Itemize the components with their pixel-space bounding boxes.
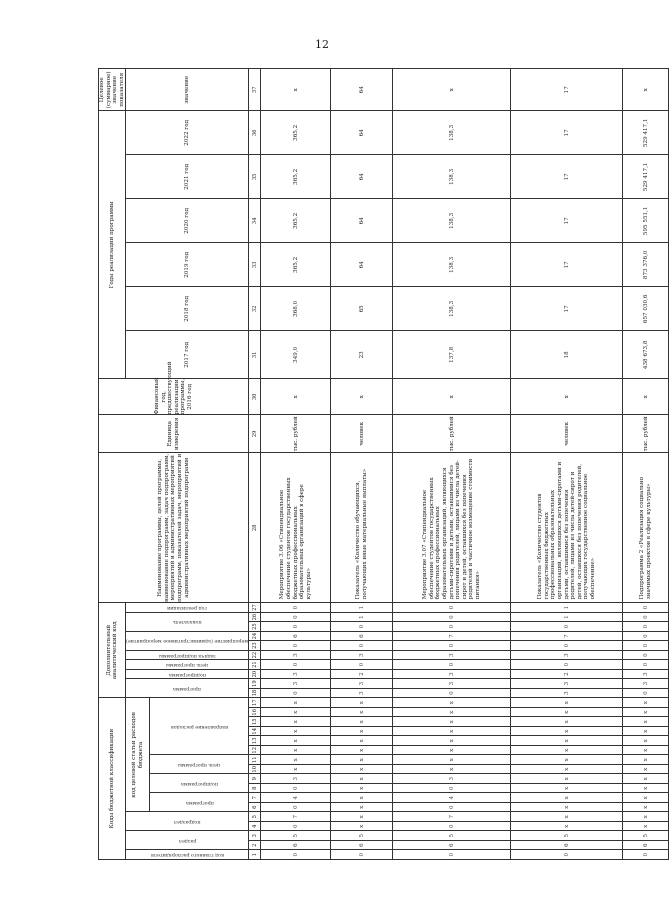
- code-cell: 3: [331, 679, 393, 689]
- code-cell: x: [511, 755, 623, 765]
- code-cell: 3: [261, 650, 331, 660]
- code-cell: x: [623, 793, 669, 803]
- code-cell: 0: [261, 822, 331, 832]
- year-value: 17: [511, 111, 623, 155]
- budget-program-table: [98, 68, 669, 860]
- column-number: 4: [249, 822, 261, 832]
- row-unit: тыс. рублей: [623, 415, 669, 453]
- row-name: Мероприятие 3.07 «Стипендиальное обеспечение студентов государственных бюджетных профессиональных образовательных организаций, являющихся детьми-сиротами и детьми, оставшимися без попечения родителей, лицами из числа детей-сирот и детей, оставшихся без попечения родителей и частичное возмещение стоимости питания»: [393, 453, 511, 603]
- year-value: 138,3: [393, 155, 511, 199]
- code-cell: x: [393, 708, 511, 718]
- column-number: 11: [249, 755, 261, 765]
- row-baseline: x: [393, 379, 511, 415]
- code-cell: 0: [261, 784, 331, 794]
- code-cell: x: [623, 708, 669, 718]
- column-number: 26: [249, 612, 261, 622]
- code-cell: x: [511, 822, 623, 832]
- code-cell: x: [623, 755, 669, 765]
- code-cell: 5: [331, 831, 393, 841]
- row-target: x: [623, 69, 669, 111]
- code-cell: 6: [261, 841, 331, 851]
- extra-col-head-4: задача подпрограммы: [126, 650, 249, 660]
- column-number: 31: [249, 331, 261, 379]
- code-cell: x: [511, 812, 623, 822]
- column-number: 8: [249, 784, 261, 794]
- table-row: [623, 69, 669, 860]
- code-cell: x: [331, 774, 393, 784]
- year-2020-header: 2020 год: [126, 199, 249, 243]
- row-baseline: x: [331, 379, 393, 415]
- code-cell: 3: [261, 669, 331, 679]
- table-row: [331, 69, 393, 860]
- code-cell: 0: [261, 612, 331, 622]
- code-cell: 7: [393, 631, 511, 641]
- code-cell: 7: [511, 631, 623, 641]
- code-cell: x: [511, 698, 623, 708]
- code-cell: 3: [511, 679, 623, 689]
- code-cell: x: [511, 708, 623, 718]
- code-cell: x: [511, 717, 623, 727]
- column-number: 19: [249, 679, 261, 689]
- code-cell: x: [393, 736, 511, 746]
- code-cell: 4: [261, 793, 331, 803]
- column-number: 12: [249, 746, 261, 756]
- code-cell: 7: [261, 812, 331, 822]
- code-cell: 6: [623, 841, 669, 851]
- code-cell: x: [261, 736, 331, 746]
- column-number: 15: [249, 717, 261, 727]
- header-target-article: код целевой статьи расходов бюджета: [126, 698, 150, 812]
- code-cell: 0: [623, 850, 669, 860]
- code-cell: 5: [393, 831, 511, 841]
- year-value: 138,3: [393, 111, 511, 155]
- code-cell: x: [623, 774, 669, 784]
- year-value: 64: [331, 243, 393, 287]
- code-cell: 1: [511, 612, 623, 622]
- code-cell: 0: [511, 641, 623, 651]
- code-cell: 2: [511, 669, 623, 679]
- code-cell: x: [623, 717, 669, 727]
- header-name-column: Наименование программы, целей программы, наименование подпрограмм, задач подпрограмм, мероприятий и административных мероприятий подпрограмм, показателей задач, мероприятий и административных мероприятий подпрограмм: [99, 453, 249, 603]
- code-cell: x: [331, 717, 393, 727]
- year-value: 529 417,1: [623, 155, 669, 199]
- year-value: 438 673,8: [623, 331, 669, 379]
- row-baseline: x: [511, 379, 623, 415]
- code-cell: x: [623, 727, 669, 737]
- row-unit: тыс. рублей: [261, 415, 331, 453]
- year-value: 595 551,1: [623, 199, 669, 243]
- code-cell: x: [331, 784, 393, 794]
- code-cell: x: [623, 746, 669, 756]
- year-value: 17: [511, 155, 623, 199]
- row-name: Мероприятие 3.06 «Стипендиальное обеспечение студентов государственных бюджетных профессиональных образовательных организаций в сфере культуры»: [261, 453, 331, 603]
- column-number: 29: [249, 415, 261, 453]
- extra-col-head-3: цель программы: [126, 660, 249, 670]
- row-name: Показатель «Количество обучающихся, получающих иные материальные выплаты»: [331, 453, 393, 603]
- code-cell: x: [511, 746, 623, 756]
- code-cell: 0: [623, 641, 669, 651]
- code-cell: x: [261, 746, 331, 756]
- code-cell: 0: [623, 631, 669, 641]
- code-cell: x: [511, 774, 623, 784]
- column-number: 16: [249, 708, 261, 718]
- code-cell: x: [331, 698, 393, 708]
- code-cell: x: [393, 765, 511, 775]
- code-cell: x: [331, 803, 393, 813]
- row-target: 64: [331, 69, 393, 111]
- code-cell: 3: [331, 650, 393, 660]
- code-cell: x: [393, 746, 511, 756]
- code-cell: 0: [261, 603, 331, 613]
- code-cell: 0: [623, 612, 669, 622]
- column-number: 33: [249, 243, 261, 287]
- code-cell: x: [511, 803, 623, 813]
- code-cell: x: [511, 736, 623, 746]
- code-col-head-3: подраздел: [126, 812, 249, 831]
- code-cell: x: [511, 765, 623, 775]
- code-cell: x: [331, 755, 393, 765]
- code-cell: x: [393, 717, 511, 727]
- year-2021-header: 2021 год: [126, 155, 249, 199]
- year-value: 138,3: [393, 243, 511, 287]
- code-cell: 6: [261, 631, 331, 641]
- code-cell: 0: [331, 622, 393, 632]
- row-target: 17: [511, 69, 623, 111]
- code-cell: x: [331, 708, 393, 718]
- code-cell: 6: [331, 841, 393, 851]
- header-target-column: Целевое (суммарное) значение показателя: [99, 69, 126, 111]
- code-cell: 0: [261, 688, 331, 698]
- header-unit-column: Единица измерения: [99, 415, 249, 453]
- code-cell: 3: [393, 679, 511, 689]
- column-number: 5: [249, 812, 261, 822]
- code-cell: x: [623, 736, 669, 746]
- code-cell: x: [511, 784, 623, 794]
- code-cell: 0: [511, 660, 623, 670]
- code-cell: x: [331, 822, 393, 832]
- year-value: 64: [331, 199, 393, 243]
- year-value: 365,2: [261, 243, 331, 287]
- code-cell: 2: [331, 669, 393, 679]
- column-number: 30: [249, 379, 261, 415]
- code-cell: x: [331, 727, 393, 737]
- extra-col-head-6: показатель: [126, 612, 249, 631]
- code-cell: 1: [331, 603, 393, 613]
- year-value: 365,2: [261, 199, 331, 243]
- column-number: 22: [249, 650, 261, 660]
- code-cell: 3: [261, 679, 331, 689]
- column-number: 21: [249, 660, 261, 670]
- code-cell: 3: [511, 688, 623, 698]
- year-value: 138,3: [393, 287, 511, 331]
- table-row: [511, 69, 623, 860]
- code-cell: 0: [331, 850, 393, 860]
- header-extra-code: Дополнительный аналитический код: [99, 603, 126, 698]
- column-number: 36: [249, 111, 261, 155]
- code-cell: 5: [511, 831, 623, 841]
- row-name: Показатель «Количество студентов государственных бюджетных профессиональных образовательных организаций, являющихся детьми-сиротами и детьми, оставшимися без попечения родителей, лицами из числа детей-сирот и детей, оставшихся без попечения родителей, получающих государственное социальное обеспечение»: [511, 453, 623, 603]
- code-cell: 0: [393, 822, 511, 832]
- table-row: [261, 69, 331, 860]
- code-cell: 3: [623, 679, 669, 689]
- code-cell: x: [331, 812, 393, 822]
- header-years-group: Годы реализации программы: [99, 111, 126, 379]
- column-number: 24: [249, 631, 261, 641]
- article-col-head-1: программа: [150, 793, 249, 812]
- code-cell: 0: [331, 641, 393, 651]
- code-cell: 3: [393, 774, 511, 784]
- row-baseline: x: [261, 379, 331, 415]
- year-value: 529 417,1: [623, 111, 669, 155]
- table-row: [393, 69, 511, 860]
- code-cell: x: [393, 698, 511, 708]
- year-2018-header: 2018 год: [126, 287, 249, 331]
- column-number: 20: [249, 669, 261, 679]
- code-cell: 0: [623, 650, 669, 660]
- extra-col-head-2: подпрограмма: [126, 669, 249, 679]
- column-number: 18: [249, 688, 261, 698]
- code-cell: 7: [393, 812, 511, 822]
- code-cell: 5: [261, 831, 331, 841]
- table-frame: [98, 70, 652, 860]
- page-number: 12: [315, 38, 329, 51]
- code-cell: 3: [393, 650, 511, 660]
- code-cell: x: [261, 765, 331, 775]
- code-cell: x: [623, 765, 669, 775]
- year-2022-header: 2022 год: [126, 111, 249, 155]
- code-cell: x: [331, 746, 393, 756]
- code-cell: 1: [331, 612, 393, 622]
- code-cell: 0: [393, 803, 511, 813]
- column-number: 9: [249, 774, 261, 784]
- code-cell: 5: [623, 831, 669, 841]
- code-cell: 0: [511, 622, 623, 632]
- code-cell: 0: [393, 603, 511, 613]
- code-cell: x: [331, 736, 393, 746]
- code-cell: 3: [331, 688, 393, 698]
- rotated-table-wrapper: [98, 70, 652, 860]
- year-2019-header: 2019 год: [126, 243, 249, 287]
- code-cell: 0: [393, 784, 511, 794]
- column-number: 34: [249, 199, 261, 243]
- column-number: 2: [249, 841, 261, 851]
- code-cell: 0: [393, 641, 511, 651]
- year-2017-header: 2017 год: [126, 331, 249, 379]
- year-value: 23: [331, 331, 393, 379]
- article-col-head-4: направление расходов: [150, 698, 249, 755]
- column-number: 23: [249, 641, 261, 651]
- code-cell: 1: [511, 603, 623, 613]
- row-unit: человек: [331, 415, 393, 453]
- year-value: 138,3: [393, 199, 511, 243]
- year-value: 349,0: [261, 331, 331, 379]
- year-value: 365,2: [261, 155, 331, 199]
- code-cell: 0: [261, 641, 331, 651]
- year-value: 657 030,6: [623, 287, 669, 331]
- code-cell: x: [261, 755, 331, 765]
- column-number: 37: [249, 69, 261, 111]
- year-value: 17: [511, 287, 623, 331]
- code-cell: 0: [393, 612, 511, 622]
- year-value: 17: [511, 243, 623, 287]
- code-cell: 0: [393, 688, 511, 698]
- code-cell: 3: [511, 650, 623, 660]
- header-budget-codes: Коды бюджетной классификации: [99, 698, 126, 860]
- code-cell: 6: [393, 841, 511, 851]
- code-cell: x: [261, 717, 331, 727]
- code-cell: 6: [511, 841, 623, 851]
- code-col-head-1: код главного распорядителя: [126, 850, 249, 860]
- column-number: 17: [249, 698, 261, 708]
- column-number: 6: [249, 803, 261, 813]
- article-col-head-2: подпрограмма: [150, 774, 249, 793]
- year-value: 64: [331, 155, 393, 199]
- code-col-head-2: раздел: [126, 831, 249, 850]
- row-unit: человек: [511, 415, 623, 453]
- year-value: 137,8: [393, 331, 511, 379]
- column-number: 28: [249, 453, 261, 603]
- code-cell: x: [623, 698, 669, 708]
- target-value-header: значение: [126, 69, 249, 111]
- extra-col-head-7: год реализации: [126, 603, 249, 613]
- column-number: 27: [249, 603, 261, 613]
- year-value: 368,0: [261, 287, 331, 331]
- code-cell: 3: [261, 774, 331, 784]
- column-number-row: [249, 69, 261, 860]
- row-baseline: x: [623, 379, 669, 415]
- code-cell: x: [511, 727, 623, 737]
- row-target: x: [261, 69, 331, 111]
- code-cell: x: [331, 765, 393, 775]
- column-number: 14: [249, 727, 261, 737]
- column-number: 1: [249, 850, 261, 860]
- code-cell: 0: [393, 622, 511, 632]
- code-cell: 0: [261, 850, 331, 860]
- column-number: 7: [249, 793, 261, 803]
- year-value: 17: [511, 199, 623, 243]
- column-number: 35: [249, 155, 261, 199]
- code-cell: 0: [261, 622, 331, 632]
- code-cell: 0: [623, 688, 669, 698]
- code-cell: x: [261, 698, 331, 708]
- year-value: 873 376,0: [623, 243, 669, 287]
- code-cell: x: [393, 727, 511, 737]
- row-target: x: [393, 69, 511, 111]
- code-cell: 0: [393, 660, 511, 670]
- column-number: 13: [249, 736, 261, 746]
- code-cell: x: [623, 822, 669, 832]
- code-cell: x: [623, 812, 669, 822]
- code-cell: 6: [331, 631, 393, 641]
- code-cell: 0: [623, 660, 669, 670]
- code-cell: 0: [261, 803, 331, 813]
- year-value: 64: [331, 111, 393, 155]
- column-number: 10: [249, 765, 261, 775]
- header-baseline-column: Финансовый год, предшествующий реализации программы, 2016 год: [99, 379, 249, 415]
- article-col-head-3: цель программы: [150, 755, 249, 774]
- column-number: 3: [249, 831, 261, 841]
- extra-col-head-5: мероприятие (административное мероприятие): [126, 631, 249, 650]
- code-cell: 0: [623, 603, 669, 613]
- code-cell: 0: [393, 850, 511, 860]
- row-unit: тыс. рублей: [393, 415, 511, 453]
- code-cell: 3: [393, 669, 511, 679]
- code-cell: 0: [261, 660, 331, 670]
- code-cell: x: [511, 793, 623, 803]
- year-value: 365,2: [261, 111, 331, 155]
- extra-col-head-1: программа: [126, 679, 249, 698]
- year-value: 18: [511, 331, 623, 379]
- code-cell: 3: [623, 669, 669, 679]
- column-number: 25: [249, 622, 261, 632]
- code-cell: x: [393, 755, 511, 765]
- code-cell: x: [623, 784, 669, 794]
- code-cell: x: [331, 793, 393, 803]
- row-name: Подпрограмма 2 «Реализация социально значимых проектов в сфере культуры»: [623, 453, 669, 603]
- code-cell: 0: [331, 660, 393, 670]
- code-cell: 0: [623, 622, 669, 632]
- column-number: 32: [249, 287, 261, 331]
- code-cell: 4: [393, 793, 511, 803]
- code-cell: x: [623, 803, 669, 813]
- code-cell: x: [261, 727, 331, 737]
- code-cell: x: [261, 708, 331, 718]
- year-value: 65: [331, 287, 393, 331]
- code-cell: 0: [511, 850, 623, 860]
